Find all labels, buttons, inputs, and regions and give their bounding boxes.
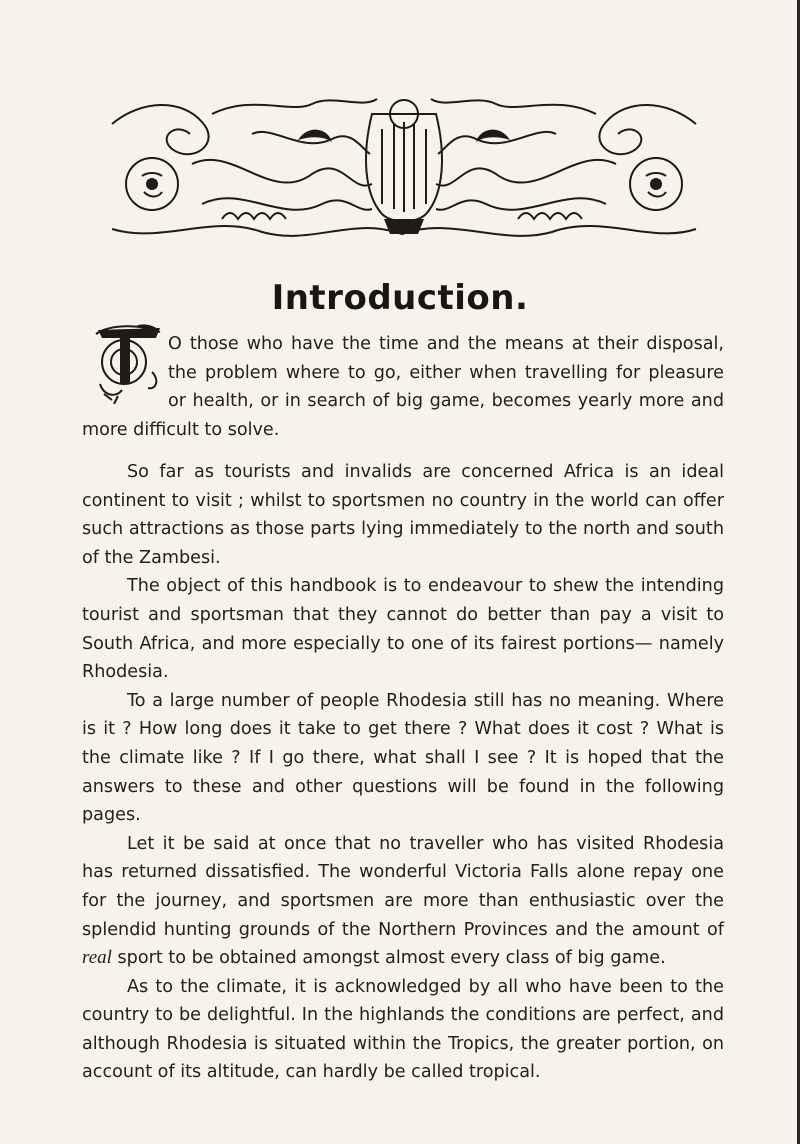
ornamental-scroll-headpiece-icon <box>102 94 706 244</box>
paragraph-6: As to the climate, it is acknowledged by all who have been to the country to be delightful. In the highlands the conditions are perfect, and although Rhodesia is situated within the Tropics, the greater portion, on account of its altitude, can hardly be called tropical. <box>82 976 724 1083</box>
body-text-block <box>82 458 724 1087</box>
page-title: Introduction. <box>271 278 529 318</box>
opening-paragraph-block <box>82 330 724 444</box>
dropcap-space <box>82 330 168 414</box>
paragraph-5-part-a: Let it be said at once that no traveller who has visited Rhodesia has returned dissatisfied. The wonderful Victoria Falls alone repay one for the journey, and sportsmen are more than enthusiastic over the splendid hunting grounds of the Northern Provinces and the amount of <box>82 833 724 940</box>
paragraph-5-part-b: sport to be obtained amongst almost every class of big game. <box>111 948 666 969</box>
paragraph-5-emphasis: real <box>82 947 112 969</box>
paragraph-3: The object of this handbook is to endeavour to shew the intending tourist and sportsman that they cannot do better than pay a visit to South Africa, and more especially to one of its fairest portions— namely Rhodesia. <box>82 576 724 683</box>
paragraph-4: To a large number of people Rhodesia still has no meaning. Where is it ? How long does it take to get there ? What does it cost ? What is the climate like ? If I go there, what shall I see ? It is hoped that the answers to these and other questions will be found in the following pages. <box>82 690 724 826</box>
paragraph-1: O those who have the time and the means at their disposal, the problem where to go, either when travelling for pleasure or health, or in search of big game, becomes yearly more and more difficult to solve. <box>82 334 724 440</box>
paragraph-2: So far as tourists and invalids are concerned Africa is an ideal continent to visit ; whilst to sportsmen no country in the world can offer such attractions as those parts lying immediately to the north and south of the Zambesi. <box>82 462 724 568</box>
paragraph-5 <box>82 830 724 973</box>
